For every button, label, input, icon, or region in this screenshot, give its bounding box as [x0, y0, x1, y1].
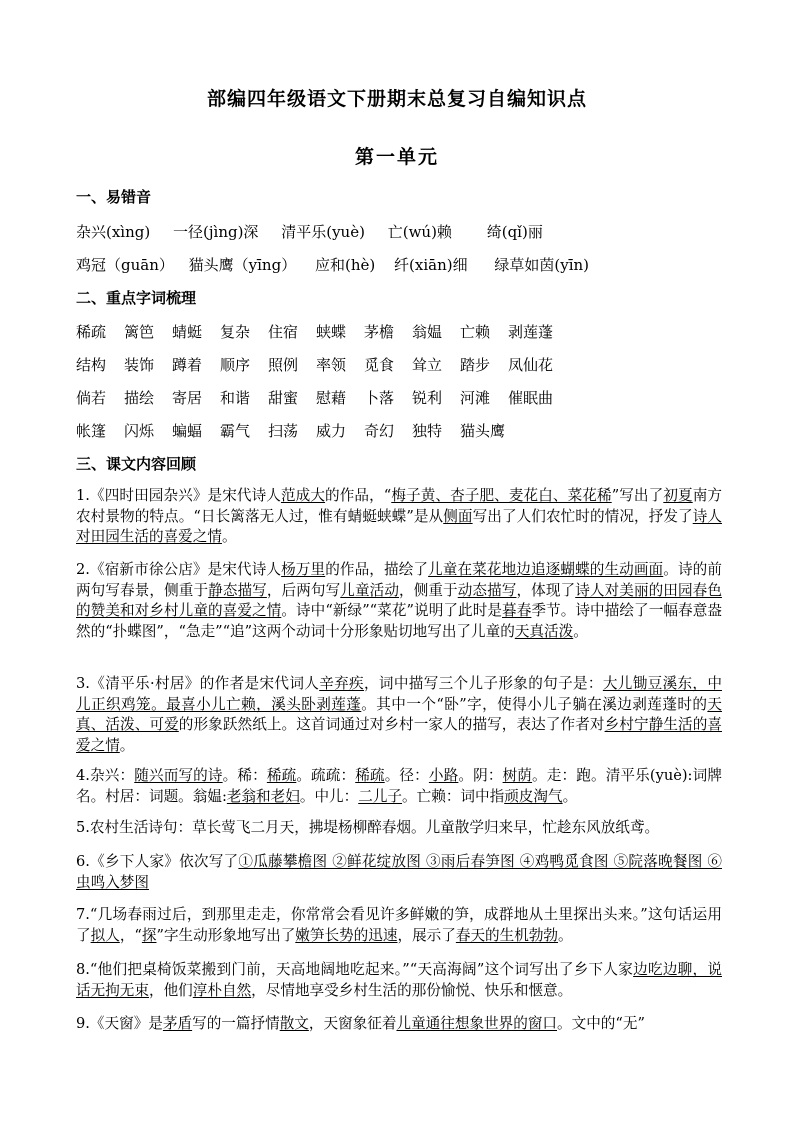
underlined-text: 稀疏 [266, 767, 297, 784]
underlined-text: 拟人 [90, 926, 120, 944]
vocab-word: 耸立 [412, 356, 443, 374]
paragraph-text: 。其中一个“卧”字，使得小儿子躺在溪边剥莲蓬时的 [361, 695, 708, 713]
underlined-text: 散文 [279, 1015, 309, 1032]
vocab-word: 催眠曲 [508, 389, 554, 407]
paragraph-text: 8.“他们把桌椅饭菜搬到门前，天高地阔地吃起来。”“天高海阔”这个词写出了乡下人家 [76, 961, 634, 978]
section-heading-vocabulary: 二、重点字词梳理 [76, 289, 197, 307]
vocab-word: 蝙蝠 [172, 422, 203, 440]
paragraph-text: 。阴： [458, 767, 503, 784]
underlined-text: 乡村宁静生活的喜爱之情 [76, 716, 722, 754]
paragraph-text: 7.“几场春雨过后，到那里走走，你常常会看见许多鲜嫩的笋，成群地从土里探出头来。”这句话运用了 [76, 906, 722, 944]
vocab-row-3 [76, 387, 736, 408]
vocab-word: 凤仙花 [508, 356, 554, 374]
paragraph-text: 。 [562, 787, 578, 805]
underlined-text: 侧面 [443, 507, 473, 525]
vocab-word: 住宿 [268, 323, 299, 341]
paragraph-text: 1.《四时田园杂兴》是宋代诗人 [76, 487, 281, 504]
vocab-row-4 [76, 420, 736, 441]
vocab-word: 亡赖 [460, 323, 491, 341]
vocab-word: 和谐 [220, 389, 251, 407]
pinyin-item: 鸡冠（guān） [76, 256, 174, 274]
vocab-word: 翁媪 [412, 323, 443, 341]
paragraph-text: ”写出了 [611, 487, 664, 504]
underlined-text: 嫩笋长势的迅速 [295, 926, 398, 944]
underlined-text: 范成大 [280, 487, 326, 504]
underlined-text: 茅盾 [162, 1015, 193, 1032]
vocab-word: 描绘 [124, 389, 155, 407]
underlined-text: 梅子黄、杏子肥、麦花白、菜花稀 [391, 487, 612, 504]
paragraph-text: ”字生动形象地写出了 [156, 926, 296, 944]
pinyin-item: 亡(wú)赖 [387, 223, 452, 241]
paragraph-text: 。 [573, 622, 588, 640]
paragraph-text: 4.杂兴： [76, 767, 135, 784]
underlined-text: 静态描写 [208, 581, 267, 599]
paragraph-text: ，词中描写三个儿子形象的句子是： [363, 675, 603, 692]
paragraph-text: 。文中的“无” [557, 1015, 645, 1032]
pinyin-item: 应和(hè) [314, 256, 376, 274]
vocab-word: 顺序 [220, 356, 251, 374]
page-title: 部编四年级语文下册期末总复习自编知识点 [206, 88, 587, 110]
vocab-word: 照例 [268, 356, 299, 374]
underlined-text: 大儿锄豆溪东，中儿正织鸡笼。最喜小儿亡赖，溪头卧剥莲蓬 [76, 675, 722, 713]
paragraph-text: 。 [119, 736, 135, 754]
underlined-text: 老翁和老妇 [226, 787, 300, 805]
paragraph-text: 6.《乡下人家》依次写了 [76, 853, 239, 870]
underlined-text: 稀疏 [355, 767, 385, 784]
underlined-text: 天真活泼 [514, 622, 574, 640]
paragraph-text: ，展示了 [397, 926, 456, 944]
paragraph-text: 。稀： [222, 767, 267, 784]
underlined-text: 树荫 [502, 767, 533, 784]
underlined-text: 儿童在菜花地边追逐蝴蝶的生动画面 [428, 561, 664, 578]
review-item-9 [76, 1014, 722, 1035]
section-heading-pronunciation: 一、易错音 [76, 188, 152, 206]
review-item-7 [76, 905, 722, 946]
underlined-text: 淳朴自然 [192, 981, 252, 999]
vocab-row-1 [76, 321, 736, 342]
vocab-word: 率领 [316, 356, 347, 374]
vocab-word: 锐利 [412, 389, 443, 407]
paragraph-text: ，侧重于 [399, 581, 458, 599]
vocab-word: 独特 [412, 422, 443, 440]
paragraph-text: 。 [558, 926, 573, 944]
vocab-word: 蹲着 [172, 356, 203, 374]
paragraph-text: 。中儿： [299, 787, 359, 805]
underlined-text: 二儿子 [358, 787, 403, 805]
vocab-word: 威力 [316, 422, 347, 440]
paragraph-text: 。疏疏： [296, 767, 356, 784]
paragraph-text: 的作品，“ [325, 487, 392, 504]
vocab-word: 复杂 [220, 323, 251, 341]
vocab-word: 奇幻 [364, 422, 395, 440]
underlined-text: ①瓜藤攀檐图 ②鲜花绽放图 ③雨后春笋图 ④鸡鸭觅食图 ⑤院落晚餐图 ⑥虫鸣入梦图 [76, 853, 722, 891]
pinyin-item: 一径(jìng)深 [173, 223, 259, 241]
vocab-word: 篱笆 [124, 323, 155, 341]
paragraph-text: ，他们 [148, 981, 193, 999]
vocab-word: 寄居 [172, 389, 203, 407]
underlined-text: 诗人对田园生活的喜爱之情 [76, 507, 722, 545]
paragraph-text: ，体现了 [516, 581, 576, 599]
vocab-word: 蜻蜓 [172, 323, 203, 341]
vocab-word: 蛱蝶 [316, 323, 347, 341]
underlined-text: 小路 [428, 767, 459, 784]
vocab-word: 稀疏 [76, 323, 107, 341]
vocab-word: 倘若 [76, 389, 107, 407]
unit-title: 第一单元 [354, 146, 439, 168]
paragraph-text: ，尽情地享受乡村生活的那份愉悦、快乐和惬意。 [251, 981, 573, 999]
vocab-word: 河滩 [460, 389, 491, 407]
paragraph-text: 。径： [384, 767, 429, 784]
pinyin-item: 清平乐(yuè) [281, 223, 365, 241]
vocab-word: 扫荡 [268, 422, 299, 440]
vocab-word: 帐篷 [76, 422, 107, 440]
pinyin-item: 杂兴(xìng) [76, 223, 151, 241]
pinyin-row-1 [76, 221, 736, 242]
underlined-text: 儿童活动 [340, 581, 400, 599]
vocab-row-2 [76, 354, 736, 375]
paragraph-text: 。亡赖：词中指 [402, 787, 505, 805]
paragraph-text: 9.《天窗》是 [76, 1015, 163, 1032]
vocab-word: 觅食 [364, 356, 395, 374]
vocab-word: 结构 [76, 356, 107, 374]
underlined-text: 初夏 [663, 487, 693, 504]
underlined-text: 暮春 [502, 602, 532, 619]
underlined-text: 随兴而写的诗 [134, 767, 223, 784]
underlined-text: 天真、活泼、可爱 [76, 695, 722, 733]
pinyin-row-2 [76, 254, 736, 275]
paragraph-text: 写的一篇抒情 [192, 1015, 280, 1032]
paragraph-text: 5.农村生活诗句：草长莺飞二月天，拂堤杨柳醉春烟。儿童散学归来早，忙趁东风放纸鸢。 [76, 819, 660, 836]
review-item-6 [76, 852, 722, 893]
vocab-word: 装饰 [124, 356, 155, 374]
paragraph-text: ，后两句写 [266, 581, 341, 599]
underlined-text: 探 [141, 926, 157, 944]
pinyin-item: 猫头鹰（yīng） [188, 256, 297, 274]
review-item-4 [76, 766, 722, 807]
paragraph-text: 。诗的前两句写春景，侧重于 [76, 561, 722, 599]
vocab-word: 甜蜜 [268, 389, 299, 407]
underlined-text: 春天的生机勃勃 [455, 926, 559, 944]
review-item-3 [76, 674, 722, 756]
paragraph-text: 南方农村景物的特点。“日长篱落无人过，惟有蜻蜓蛱蝶”是从 [76, 487, 722, 525]
review-item-8 [76, 960, 722, 1001]
underlined-text: 杨万里 [281, 561, 326, 578]
paragraph-text: 写出了人们农忙时的情况，抒发了 [472, 507, 693, 525]
section-heading-review: 三、课文内容回顾 [76, 455, 197, 473]
paragraph-text: 的作品，描绘了 [325, 561, 429, 578]
vocab-word: 茅檐 [364, 323, 395, 341]
paragraph-text: ，“ [119, 926, 142, 944]
underlined-text: 顽皮淘气 [504, 787, 563, 805]
paragraph-text: 季节。诗中描绘了一幅春意盎然的“扑蝶图”，“急走”“追”这两个动词十分形象贴切地写出了儿童的 [76, 602, 722, 640]
underlined-text: 边吃边聊，说话无拘无束 [76, 961, 722, 999]
paragraph-text: ，天窗象征着 [308, 1015, 397, 1032]
vocab-word: 闪烁 [124, 422, 155, 440]
paragraph-text: 2.《宿新市徐公店》是宋代诗人 [76, 561, 282, 578]
underlined-text: 诗人对美丽的田园春色的赞美和对乡村儿童的喜爱之情 [76, 581, 722, 619]
review-item-2 [76, 560, 722, 642]
review-item-5 [76, 818, 722, 839]
pinyin-item: 绮(qǐ)丽 [486, 223, 543, 241]
vocab-word: 卜落 [364, 389, 395, 407]
vocab-word: 剥莲蓬 [508, 323, 554, 341]
vocab-word: 踏步 [460, 356, 491, 374]
underlined-text: 辛弃疾 [319, 675, 364, 692]
paragraph-text: 3.《清平乐·村居》的作者是宋代词人 [76, 675, 320, 692]
paragraph-text: 。 [221, 528, 237, 545]
vocab-word: 霸气 [220, 422, 251, 440]
paragraph-text: 。走：跑。清平乐(yuè):词牌名。村居：词题。翁媪: [76, 767, 722, 805]
review-item-1 [76, 486, 722, 548]
pinyin-item: 绿草如茵(yīn) [494, 256, 590, 274]
paragraph-text: 。诗中“新绿”“菜花”说明了此时是 [281, 602, 503, 619]
paragraph-text: 的形象跃然纸上。这首词通过对乡村一家人的描写，表达了作者对 [178, 716, 605, 733]
pinyin-item: 纤(xiān)细 [394, 256, 468, 274]
underlined-text: 儿童通往想象世界的窗口 [396, 1015, 558, 1032]
underlined-text: 动态描写 [457, 581, 517, 599]
vocab-word: 猫头鹰 [460, 422, 506, 440]
vocab-word: 慰藉 [316, 389, 347, 407]
